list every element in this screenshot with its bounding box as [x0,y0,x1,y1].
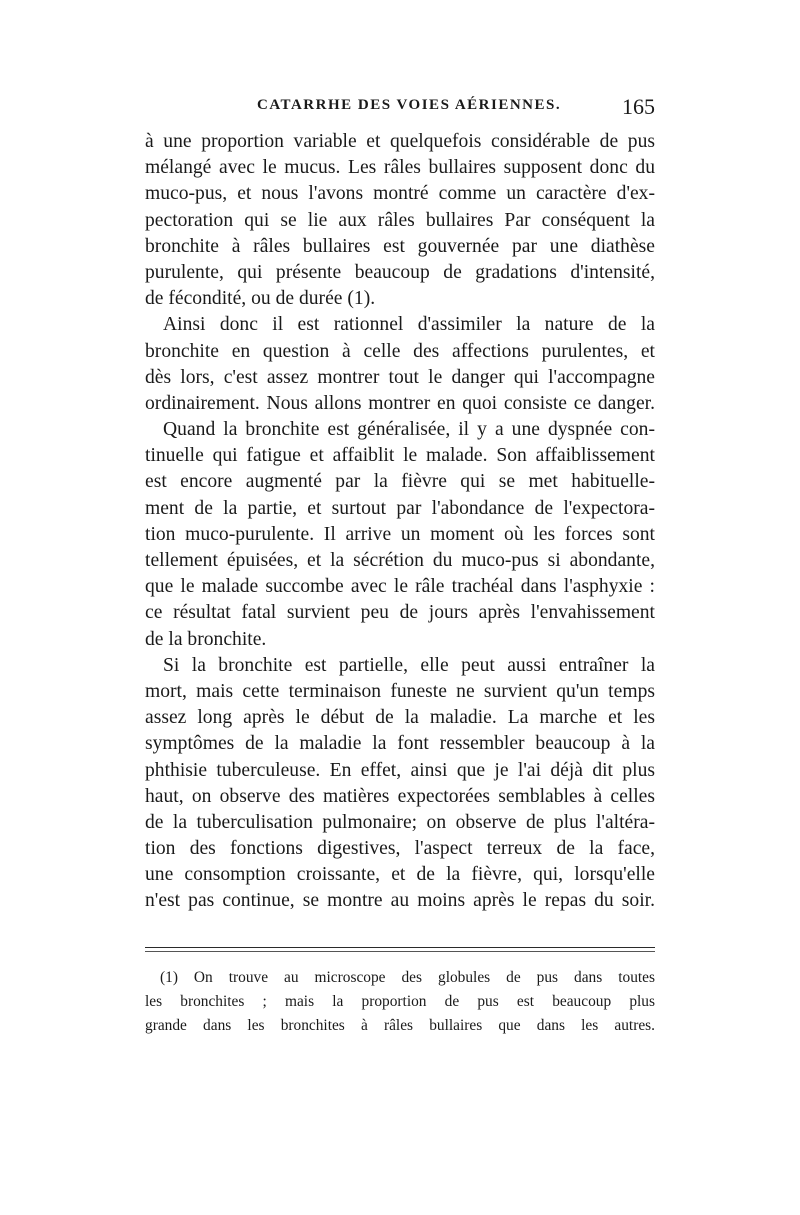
footnote-rule-thin [145,951,655,952]
text-line: mélangé avec le mucus. Les râles bullaires supposent donc du [145,157,655,179]
text-line: dès lors, c'est assez montrer tout le danger qui l'accompagne [145,366,655,388]
text-line: de la bronchite. [145,628,267,650]
text-line: assez long après le début de la maladie. La marche et les [145,707,655,729]
page-number: 165 [622,94,655,119]
text-line: pectoration qui se lie aux râles bullaires Par conséquent la [145,209,655,231]
text-line: ce résultat fatal survient peu de jours après l'envahissement [145,602,655,624]
text-line: ment de la partie, et surtout par l'abondance de l'expectora- [145,497,655,519]
text-line: Si la bronchite est partielle, elle peut aussi entraîner la [163,654,655,676]
text-line: à une proportion variable et quelquefois considérable de pus [145,131,655,152]
text-line: n'est pas continue, se montre au moins après le repas du soir. [145,890,655,912]
text-line: de la tuberculisation pulmonaire; on observe de plus l'altéra- [145,811,655,833]
text-line: tinuelle qui fatigue et affaiblit le malade. Son affaiblissement [145,445,655,467]
text-line: symptômes de la maladie la font ressembler beaucoup à la [145,733,655,755]
text-line: de fécondité, ou de durée (1). [145,288,376,310]
running-title: CATARRHE DES VOIES AÉRIENNES. [257,97,562,113]
text-line: phthisie tuberculeuse. En effet, ainsi que je l'ai déjà dit plus [145,759,655,781]
footnote-line: (1) On trouve au microscope des globules de pus dans toutes [160,969,655,986]
footnote-line: les bronchites ; mais la proportion de pus est beaucoup plus [145,993,655,1010]
text-line: muco-pus, et nous l'avons montré comme un caractère d'ex- [145,183,655,205]
running-head [145,94,655,123]
text-line: mort, mais cette terminaison funeste ne survient qu'un temps [145,680,655,702]
text-line: tion muco-purulente. Il arrive un moment où les forces sont [145,523,655,545]
text-line: haut, on observe des matières expectorées semblables à celles [145,785,655,807]
footnote [145,966,655,1038]
text-line: tion des fonctions digestives, l'aspect terreux de la face, [145,838,655,860]
text-line: que le malade succombe avec le râle trachéal dans l'asphyxie : [145,576,655,598]
text-line: bronchite à râles bullaires est gouvernée par une diathèse [145,235,655,257]
text-line: Quand la bronchite est généralisée, il y a une dyspnée con- [163,419,655,441]
body-text [145,129,655,915]
text-line: est encore augmenté par la fièvre qui se met habituelle- [145,471,655,493]
text-line: ordinairement. Nous allons montrer en quoi consiste ce danger. [145,392,655,414]
text-line: tellement épuisées, et la sécrétion du muco-pus si abondante, [145,550,655,571]
text-line: bronchite en question à celle des affections purulentes, et [145,340,655,362]
text-line: une consomption croissante, et de la fièvre, qui, lorsqu'elle [145,864,655,886]
text-line: Ainsi donc il est rationnel d'assimiler la nature de la [163,314,655,336]
footnote-line: grande dans les bronchites à râles bullaires que dans les autres. [145,1017,655,1034]
text-line: purulente, qui présente beaucoup de gradations d'intensité, [145,261,655,283]
footnote-rule [145,947,655,948]
